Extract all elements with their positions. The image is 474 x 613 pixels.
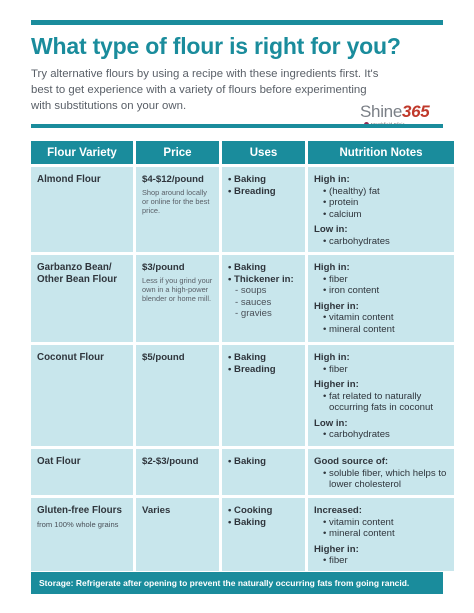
price-note: Shop around locally or online for the best price. [142,187,210,215]
price-value: $5/pound [142,352,185,363]
uses-list [228,174,299,197]
table-row [31,255,454,342]
use-subitem: - gravies [235,308,299,320]
nutrition-heading: Low in: [314,224,348,235]
nutrition-item: • fiber [321,555,448,567]
use-item: • Thickener in: [228,274,299,286]
uses-list [228,505,299,528]
nutrition-item: • protein [321,197,448,209]
variety-cell [31,345,133,446]
top-rule [31,20,443,25]
nutrition-heading: Low in: [314,417,348,429]
table-row [31,345,454,446]
table-row [31,498,454,571]
variety-cell [31,255,133,342]
nutrition-list [314,364,448,376]
uses-cell [222,449,305,495]
flour-variety-name: Gluten-free Flours [37,505,122,516]
nutrition-item: • mineral content [321,528,448,540]
table-body [31,167,454,571]
nutrition-cell [308,255,454,342]
use-item: • Baking [228,262,299,274]
uses-list [228,456,299,468]
nutrition-heading: High in: [314,262,350,273]
nutrition-heading: Higher in: [314,543,359,555]
nutrition-list [314,517,448,540]
use-item: • Breading [228,364,299,376]
table-header-row [31,141,454,164]
flour-variety-name: Garbanzo Bean/ Other Bean Flour [37,262,118,285]
nutrition-item: • fat related to naturally occurring fats in coconut [321,391,448,414]
price-cell [136,167,219,252]
intro-line: best to get experience with a variety of flours before experimenting [31,84,367,96]
nutrition-heading: High in: [314,174,350,185]
nutrition-item: • mineral content [321,324,448,336]
logo-wordmark [360,102,444,122]
price-value: $3/pound [142,262,185,273]
use-item: • Baking [228,456,299,468]
flour-table [28,138,457,574]
price-cell [136,449,219,495]
use-subitem: - soups [235,285,299,297]
nutrition-list [314,236,448,248]
uses-cell [222,167,305,252]
section-rule [31,124,443,128]
nutrition-cell [308,449,454,495]
uses-list [228,262,299,320]
uses-cell [222,255,305,342]
price-cell [136,498,219,571]
nutrition-item: • fiber [321,364,448,376]
flour-variety-sub: from 100% whole grains [37,520,119,529]
nutrition-cell [308,167,454,252]
nutrition-heading: Good source of: [314,456,389,467]
header-uses: Uses [222,141,305,164]
nutrition-list [314,312,448,335]
use-sublist [228,285,299,320]
nutrition-item: • carbohydrates [321,236,448,248]
nutrition-cell [308,345,454,446]
variety-cell [31,498,133,571]
nutrition-item: • carbohydrates [321,429,448,441]
table-row [31,167,454,252]
nutrition-heading: Higher in: [314,300,359,312]
use-item: • Baking [228,352,299,364]
flour-variety-name: Almond Flour [37,174,101,185]
nutrition-list [314,186,448,221]
logo-number: 365 [401,102,430,121]
nutrition-heading: High in: [314,352,350,363]
nutrition-item: • calcium [321,209,448,221]
variety-cell [31,449,133,495]
intro-line: with substitutions on your own. [31,100,187,112]
price-cell [136,345,219,446]
page-title: What type of flour is right for you? [31,33,401,59]
nutrition-item: • soluble fiber, which helps to lower cholesterol [321,468,448,491]
storage-note: Storage: Refrigerate after opening to prevent the naturally occurring fats from going rancid. [31,572,443,594]
nutrition-item: • fiber [321,274,448,286]
header-nutrition-notes: Nutrition Notes [308,141,454,164]
nutrition-list [314,391,448,414]
header-price: Price [136,141,219,164]
price-cell [136,255,219,342]
use-item: • Baking [228,517,299,529]
uses-cell [222,345,305,446]
nutrition-list [314,468,448,491]
nutrition-list [314,555,448,567]
logo-word: Shine [360,102,402,121]
nutrition-list [314,274,448,297]
nutrition-item: • vitamin content [321,312,448,324]
price-note: Less if you grind your own in a high-power blender or home mill. [142,275,213,303]
price-value: $2-$3/pound [142,456,199,467]
price-value: Varies [142,505,171,516]
use-subitem: - sauces [235,297,299,309]
nutrition-cell [308,498,454,571]
intro-line: Try alternative flours by using a recipe with these ingredients first. It's [31,68,379,80]
nutrition-list [314,429,448,441]
nutrition-item: • (healthy) fat [321,186,448,198]
header-flour-variety: Flour Variety [31,141,133,164]
table-row [31,449,454,495]
use-item: • Cooking [228,505,299,517]
uses-list [228,352,299,375]
uses-cell [222,498,305,571]
price-value: $4-$12/pound [142,174,204,185]
flour-variety-name: Oat Flour [37,456,81,467]
nutrition-item: • vitamin content [321,517,448,529]
flour-variety-name: Coconut Flour [37,352,104,363]
nutrition-item: • iron content [321,285,448,297]
use-item: • Breading [228,186,299,198]
nutrition-heading: Increased: [314,505,362,516]
use-item: • Baking [228,174,299,186]
nutrition-heading: Higher in: [314,379,359,390]
variety-cell [31,167,133,252]
